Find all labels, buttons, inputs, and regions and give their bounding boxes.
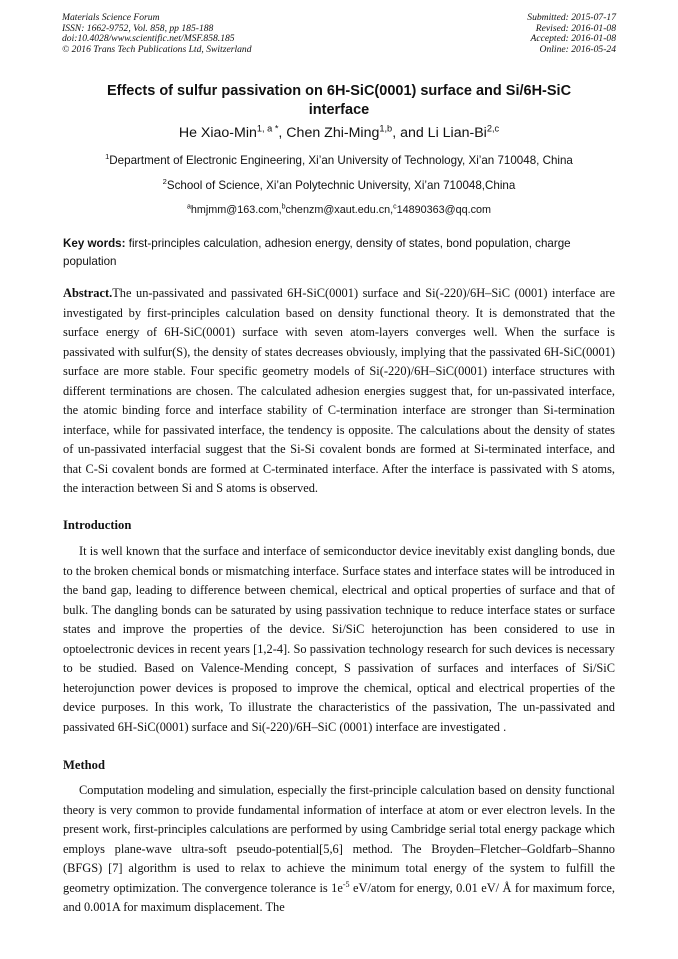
publication-dates [527,13,616,56]
author-affiliation-mark: 1, a * [256,123,279,134]
email: 14890363@qq.com [396,204,492,216]
copyright: © 2016 Trans Tech Publications Ltd, Switzerland [62,44,252,56]
doi: doi:10.4028/www.scientific.net/MSF.858.185 [62,33,235,45]
email-list [0,204,678,217]
author-list [0,124,678,142]
author-affiliation-mark: 2,c [486,123,500,134]
abstract-text: The un-passivated and passivated 6H-SiC(0001) surface and Si(-220)/6H–SiC (0001) interface are investigated by first-principles calculation based on density functional theory. It is demonstrated that the surface energy of 6H-SiC(0001) surface with seven atom-layers converges well. When the surface is passivated with sulfur(S), the density of states decreases obviously, implying that the passivated 6H-SiC(0001) surface are more stable. Four specific geometry models of Si(-220)/6H–SiC(0001) interface structures with different terminations are chosen. The calculated adhesion energies suggest that, for un-passivated interface, the atomic binding force and interface stability of C-termination interface are stronger than Si-termination interface, while for passivated interface, the tendency is opposite. The calculations about the density of states of un-passivated interfacial suggest that the Si-Si covalent bonds are formed at Si-terminated interface, and that C-Si covalent bonds are formed at C-terminated interface. After the interface is passivated with S atoms, the interaction between Si and S atoms is observed. [63,286,615,495]
method-heading: Method [63,758,105,772]
affiliation-mark: 2 [162,177,167,187]
author-name: , Chen Zhi-Ming [278,125,380,141]
introduction-text: It is well known that the surface and interface of semiconductor device inevitably exist dangling bonds, due to the broken chemical bonds or mismatching interface. Surface states and interface states will be introduced in the band gap, leading to difference between chemical, electrical and optical properties of surface and that of bulk. The dangling bonds can be saturated by using passivation technique to reduce interface states or surface states and improve the properties of the device. Si/SiC heterojunction has been considered to use in optoelectronic devices in recent years [1,2-4]. So passivation technology research for such devices is necessary to be studied. Based on Valence-Mending concept, S passivation of surfaces and interfaces of Si/SiC heterojunction power devices is proposed to improve the chemical, optical and electrical properties of the device purposes. In this work, To illustrate the characteristics of the passivation, The un-passivated and passivated 6H-SiC(0001) surface and Si(-220)/6H–SiC (0001) interface are investigated . [63,544,615,734]
email-mark: b [281,203,286,211]
author-affiliation-mark: 1,b [379,123,393,134]
affiliation-text: Department of Electronic Engineering, Xi’an University of Technology, Xi’an 710048, China [109,154,573,167]
author-name: , and Li Lian-Bi [392,125,487,141]
revised-date: Revised: 2016-01-08 [535,22,616,34]
method-text [63,781,615,918]
abstract [63,284,615,499]
method-text-part: eV/atom for energy, 0.01 eV/ Å for maximum force, and 0.001A for maximum displacement. The [63,880,615,914]
affiliation-2 [0,179,678,193]
email-mark: c [393,203,397,211]
keywords [63,235,614,271]
email-mark: a [186,203,191,211]
keywords-label: Key words: [63,237,126,250]
online-date: Online: 2016-05-24 [539,44,616,56]
exponent: -5 [342,879,350,889]
issn: ISSN: 1662-9752, Vol. 858, pp 185-188 [62,22,214,34]
affiliation-1 [0,154,678,168]
email: chenzm@xaut.edu.cn, [285,204,394,216]
email: hmjmm@163.com, [190,204,282,216]
method-text-part: Computation modeling and simulation, especially the first-principle calculation based on density functional theory is very common to provide fundamental information of interface at atom or ever electron levels. In the present work, first-principles calculations are performed by using Cambridge serial total energy package which employs plane-wave ultra-soft pseudo-potential[5,6] method. The Broyden–Fletcher–Goldfarb–Shanno (BFGS) [7] algorithm is used to relax to achieve the minimum total energy of the system to fulfill the geometry optimization. The convergence tolerance is 1e [63,783,615,895]
journal-name: Materials Science Forum [62,12,160,23]
author-name: He Xiao-Min [178,125,257,141]
keywords-text: first-principles calculation, adhesion energy, density of states, bond population, charge population [63,237,571,268]
introduction-heading: Introduction [63,518,132,532]
accepted-date: Accepted: 2016-01-08 [530,33,616,45]
submitted-date: Submitted: 2015-07-17 [527,12,616,23]
paper-title: Effects of sulfur passivation on 6H-SiC(0001) surface and Si/6H-SiC interface [106,83,572,118]
affiliation-text: School of Science, Xi’an Polytechnic University, Xi’an 710048,China [166,179,516,192]
affiliation-mark: 1 [105,152,110,162]
abstract-label: Abstract. [63,286,113,300]
journal-info [62,13,252,56]
